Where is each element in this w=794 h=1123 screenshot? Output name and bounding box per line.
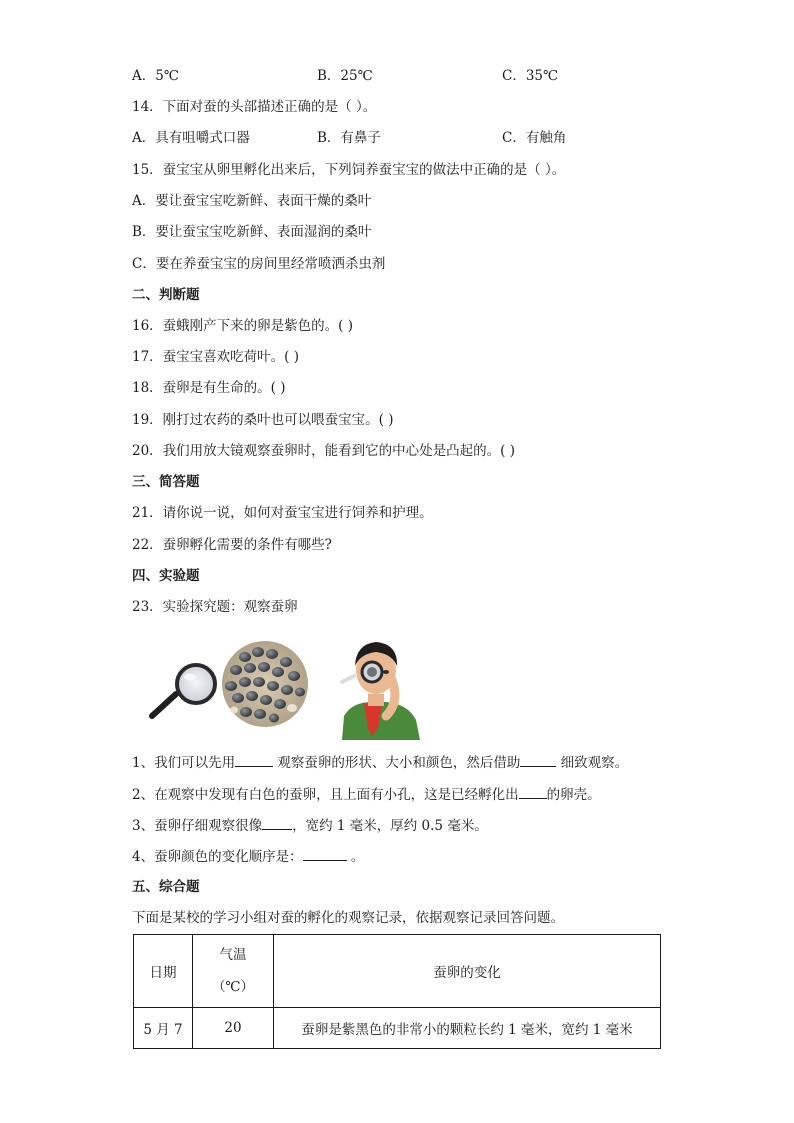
header-temp [193, 935, 274, 1008]
q15-option-b[interactable]: B．要让蚕宝宝吃新鲜、表面湿润的桑叶 [132, 224, 372, 240]
observation-table [133, 934, 661, 1049]
q17-item: 17．蚕宝宝喜欢吃荷叶。( ) [132, 349, 300, 365]
q23-sub1 [132, 752, 628, 773]
q14-stem: 14．下面对蚕的头部描述正确的是（ ）。 [132, 99, 377, 115]
q23-sub3-blank[interactable] [262, 815, 292, 830]
q23-sub3-text-b: ，宽约 1 毫米，厚约 0.5 毫米。 [292, 818, 488, 834]
q19-item: 19．刚打过农药的桑叶也可以喂蚕宝宝。( ) [132, 412, 394, 428]
q15-stem: 15．蚕宝宝从卵里孵化出来后，下列饲养蚕宝宝的做法中正确的是（ ）。 [132, 162, 566, 178]
header-date: 日期 [134, 935, 193, 1008]
silkworm-eggs-image [222, 641, 308, 727]
q23-sub2-blank[interactable] [519, 784, 547, 799]
q13-option-b[interactable]: B．25℃ [317, 68, 373, 84]
q23-sub4 [132, 846, 364, 867]
table-row [134, 1008, 661, 1049]
header-temp-line1: 气温 [219, 947, 247, 963]
q16-item: 16．蚕蛾刚产下来的卵是紫色的。( ) [132, 318, 354, 334]
q23-sub3-text-a: 3、蚕卵仔细观察很像 [132, 818, 263, 834]
q23-sub1-text-a: 1、我们可以先用 [132, 755, 236, 771]
q23-stem: 23．实验探究题：观察蚕卵 [132, 599, 298, 615]
q23-sub1-text-c: 细致观察。 [556, 755, 629, 771]
q23-sub2-text-b: 的卵壳。 [546, 787, 601, 803]
q23-sub4-blank[interactable] [303, 846, 347, 861]
q23-sub1-blank-1[interactable] [235, 752, 273, 767]
q20-item: 20．我们用放大镜观察蚕卵时，能看到它的中心处是凸起的。( ) [132, 443, 516, 459]
q15-option-c[interactable]: C．要在养蚕宝宝的房间里经常喷洒杀虫剂 [132, 256, 386, 272]
q23-sub4-text-b: 。 [346, 849, 365, 865]
header-temp-line2: （℃） [211, 979, 255, 995]
q23-sub4-text-a: 4、蚕卵颜色的变化顺序是： [132, 849, 303, 865]
q23-sub3 [132, 815, 488, 836]
q23-sub2 [132, 784, 601, 805]
q14-option-c[interactable]: C．有触角 [502, 130, 567, 146]
cell-temp: 20 [193, 1008, 274, 1049]
q22-item: 22．蚕卵孵化需要的条件有哪些? [132, 537, 332, 553]
q23-sub2-text-a: 2、在观察中发现有白色的蚕卵，且上面有小孔，这是已经孵化出 [132, 787, 519, 803]
q13-option-c[interactable]: C．35℃ [502, 68, 559, 84]
section-4-title: 四、实验题 [132, 568, 200, 584]
cell-change: 蚕卵是紫黑色的非常小的颗粒长约 1 毫米，宽约 1 毫米 [274, 1008, 661, 1049]
table-header-row [134, 935, 661, 1008]
section-2-title: 二、判断题 [132, 287, 200, 303]
header-change: 蚕卵的变化 [274, 935, 661, 1008]
q14-option-a[interactable]: A．具有咀嚼式口器 [132, 130, 250, 146]
q23-sub1-text-b: 观察蚕卵的形状、大小和颜色，然后借助 [273, 755, 521, 771]
section-3-title: 三、简答题 [132, 474, 200, 490]
experiment-figure [146, 632, 426, 742]
q23-sub1-blank-2[interactable] [520, 752, 556, 767]
q13-option-a[interactable]: A．5℃ [132, 68, 179, 84]
magnifying-glass-icon [152, 665, 215, 716]
section-5-title: 五、综合题 [132, 879, 200, 895]
q14-option-b[interactable]: B．有鼻子 [317, 130, 381, 146]
q15-option-a[interactable]: A．要让蚕宝宝吃新鲜、表面干燥的桑叶 [132, 193, 372, 209]
cell-date: 5 月 7 [134, 1008, 193, 1049]
experiment-illustration [146, 632, 426, 742]
child-observing-image [336, 634, 420, 740]
q21-item: 21．请你说一说，如何对蚕宝宝进行饲养和护理。 [132, 505, 433, 521]
q18-item: 18．蚕卵是有生命的。( ) [132, 380, 286, 396]
section-5-intro: 下面是某校的学习小组对蚕的孵化的观察记录，依据观察记录回答问题。 [132, 910, 564, 926]
